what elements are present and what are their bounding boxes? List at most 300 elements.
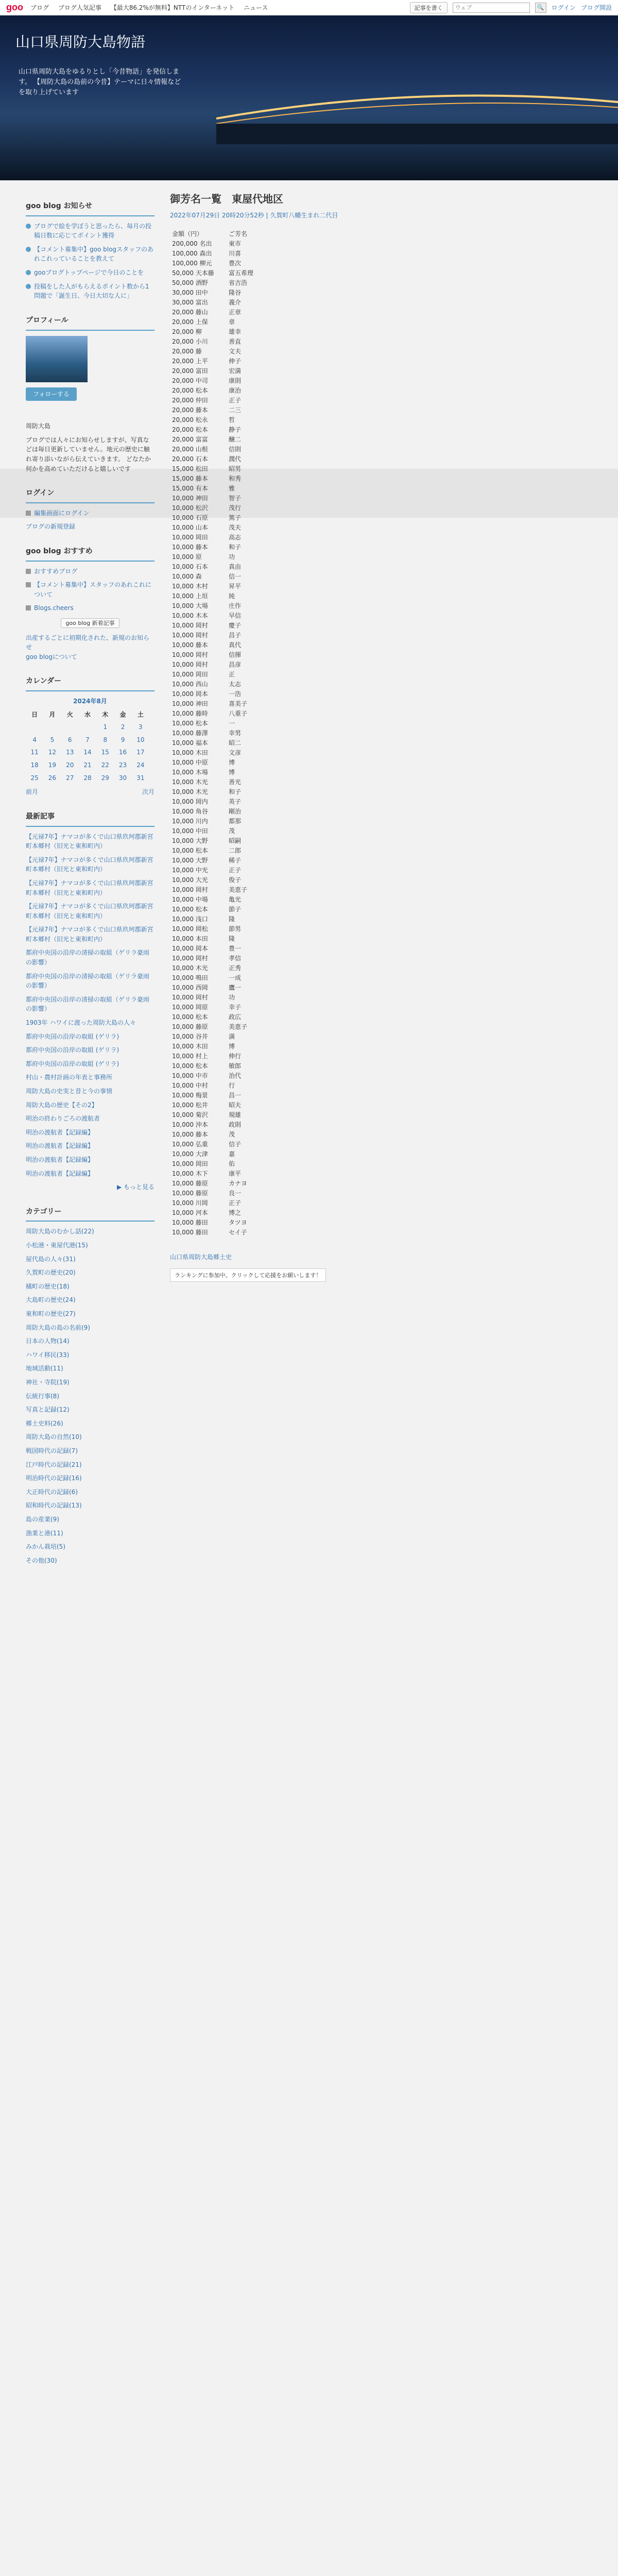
topnav-ad[interactable]: 【最大86.2%が無料】NTTのインターネット xyxy=(110,4,235,11)
table-row xyxy=(170,894,355,904)
amount-cell: 50,000 酒野 xyxy=(172,279,208,286)
category-item[interactable]: 周防大島のむかし話(22) xyxy=(26,1228,94,1235)
name-cell: 治代 xyxy=(229,1072,242,1079)
calendar-day[interactable]: 2 xyxy=(121,723,125,731)
name-cell: 豊一 xyxy=(229,945,242,952)
table-row xyxy=(170,248,355,258)
name-cell: 正秀 xyxy=(229,964,242,972)
calendar-day[interactable]: 15 xyxy=(101,749,109,756)
calendar-day[interactable]: 25 xyxy=(30,774,39,782)
name-cell: 豊次 xyxy=(229,260,242,267)
amount-cell: 200,000 名出 xyxy=(172,240,212,247)
amount-cell: 10,000 藤本 xyxy=(172,1131,208,1138)
calendar-day[interactable]: 5 xyxy=(50,736,55,743)
table-row xyxy=(170,425,355,434)
table-row xyxy=(170,464,355,473)
recent-item[interactable]: 【元禄7年】ナマコが多くで山口県玖珂郡新宮町本郷村（旧光と東和町内） xyxy=(26,903,153,920)
category-item[interactable]: 地域活動(11) xyxy=(26,1365,63,1372)
profile-text: ブログでは人々にお知らせしますが、写真などは毎日更新していません。地元の歴史に触れ寄り添いながら伝えていきます。 どなたか何かを高めていただけると嬉しいです xyxy=(26,436,151,472)
amount-cell: 10,000 鳴田 xyxy=(172,974,208,981)
amount-cell: 10,000 岡村 xyxy=(172,955,208,962)
bullet-icon xyxy=(26,247,31,252)
calendar-day-header: 月 xyxy=(49,710,56,718)
name-cell: 功 xyxy=(229,994,235,1001)
table-row xyxy=(170,1051,355,1061)
amount-cell: 10,000 木光 xyxy=(172,964,208,972)
calendar-day[interactable]: 19 xyxy=(48,761,57,769)
table-row xyxy=(170,346,355,356)
name-cell: 慶子 xyxy=(229,622,242,629)
calendar-day[interactable]: 1 xyxy=(103,723,108,731)
amount-cell: 10,000 大野 xyxy=(172,837,208,844)
calendar-day[interactable]: 4 xyxy=(32,736,37,743)
amount-cell: 10,000 松井 xyxy=(172,1101,208,1109)
calendar-day[interactable]: 9 xyxy=(121,736,125,743)
category-item[interactable]: 昭和時代の記録(13) xyxy=(26,1502,82,1510)
ranking-label[interactable]: ランキングに参加中。クリックして応援をお願いします！ xyxy=(170,1268,326,1282)
calendar-day[interactable]: 28 xyxy=(83,774,92,782)
table-row xyxy=(170,777,355,787)
name-cell: 茂夫 xyxy=(229,524,242,531)
name-cell: 康則 xyxy=(229,377,242,384)
category-item[interactable]: 小松港・東屋代港(15) xyxy=(26,1242,88,1249)
post-footer[interactable]: 山口県周防大島郷土史 xyxy=(170,1253,232,1261)
table-row xyxy=(170,1120,355,1129)
table-row xyxy=(170,503,355,513)
category-item[interactable]: 東和町の歴史(27) xyxy=(26,1310,76,1317)
category-list xyxy=(26,1227,154,1565)
category-item[interactable]: 写真と記録(12) xyxy=(26,1406,70,1414)
bridge-photo xyxy=(216,72,618,144)
calendar-day[interactable]: 6 xyxy=(67,736,72,743)
calendar-day[interactable]: 20 xyxy=(66,761,74,769)
calendar-day[interactable]: 7 xyxy=(85,736,90,743)
amount-cell: 10,000 川内 xyxy=(172,818,208,825)
recent-item[interactable]: 都府中央国の沿岸の清掃の取組（ゲリラ豪雨の影響） xyxy=(26,972,150,990)
calendar-week xyxy=(26,721,149,734)
calendar-day[interactable]: 29 xyxy=(101,774,109,782)
bullet-icon xyxy=(26,270,31,275)
blog-description: 山口県周防大島をゆるりとし「今昔物語」を発信します。 【周防大島の島前の今昔】テーマに日々情報などを取り上げています xyxy=(19,68,181,97)
calendar-day xyxy=(26,721,43,734)
amount-cell: 10,000 石原 xyxy=(172,514,208,521)
name-cell: 一成 xyxy=(229,974,242,981)
goo-logo[interactable]: goo xyxy=(6,2,23,12)
name-cell: 和子 xyxy=(229,544,242,551)
calendar-day[interactable]: 8 xyxy=(103,736,108,743)
calendar-day[interactable]: 17 xyxy=(136,749,145,756)
table-row xyxy=(170,297,355,307)
recent-item[interactable]: 周防大島の歴史【その2】 xyxy=(26,1101,98,1109)
amount-cell: 10,000 神田 xyxy=(172,495,208,502)
amount-cell: 15,000 松田 xyxy=(172,465,208,472)
calendar-day[interactable]: 14 xyxy=(83,749,92,756)
recent-widget xyxy=(26,811,154,1192)
amount-cell: 20,000 石本 xyxy=(172,455,208,463)
amount-cell: 10,000 山本 xyxy=(172,524,208,531)
amount-cell: 10,000 中場 xyxy=(172,896,208,903)
amount-cell: 30,000 田中 xyxy=(172,289,208,296)
amount-cell: 15,000 有本 xyxy=(172,485,208,492)
amount-cell: 10,000 原 xyxy=(172,553,202,561)
blog-title[interactable]: 山口県周防大島物語 xyxy=(15,33,146,50)
table-row xyxy=(170,601,355,611)
table-row xyxy=(170,718,355,728)
amount-cell: 10,000 岡本 xyxy=(172,690,208,698)
calendar-day[interactable]: 13 xyxy=(66,749,74,756)
amount-cell: 10,000 木田 xyxy=(172,1043,208,1050)
calendar-day-header: 火 xyxy=(66,710,73,718)
calendar-day xyxy=(61,721,79,734)
name-cell: 佑 xyxy=(229,1160,235,1167)
category-item[interactable]: 久賀町の歴史(20) xyxy=(26,1269,76,1277)
profile-image[interactable] xyxy=(26,336,88,382)
amount-cell: 10,000 松本 xyxy=(172,847,208,854)
category-item[interactable]: 大正時代の記録(6) xyxy=(26,1488,78,1496)
amount-cell: 20,000 上平 xyxy=(172,358,208,365)
info-item[interactable]: 投稿をした人がもらえるポイント数から1問題で「誕生日、今日大切な人に」 xyxy=(26,282,154,301)
category-item[interactable]: 江戸時代の記録(21) xyxy=(26,1461,82,1468)
calendar-day[interactable]: 12 xyxy=(48,749,57,756)
name-cell: 醸二 xyxy=(229,436,242,443)
amount-cell: 10,000 中光 xyxy=(172,867,208,874)
calendar-day[interactable]: 21 xyxy=(83,761,92,769)
table-row xyxy=(170,982,355,992)
name-cell: 鷹一 xyxy=(229,984,242,991)
name-cell: 孝信 xyxy=(229,955,242,962)
table-row xyxy=(170,376,355,385)
name-cell: 昭男 xyxy=(229,465,242,472)
register-link[interactable]: ブログ開設 xyxy=(580,4,612,11)
table-row xyxy=(170,542,355,552)
name-cell: 静子 xyxy=(229,426,242,433)
category-item[interactable]: その他(30) xyxy=(26,1556,57,1564)
amount-cell: 20,000 松本 xyxy=(172,387,208,394)
calendar-day[interactable]: 23 xyxy=(118,761,127,769)
amount-cell: 10,000 上垣 xyxy=(172,592,208,600)
info-item[interactable]: gooブログトップページで今日のことを xyxy=(26,268,154,278)
category-item[interactable]: 周防大島の自然(10) xyxy=(26,1433,82,1441)
name-cell: 昭二 xyxy=(229,739,242,747)
blog-header xyxy=(0,15,618,180)
info-item[interactable]: ブログで絵を学ぼうと思ったら、毎月の投稿日数に応じてポイント獲得 xyxy=(26,222,154,241)
sidebar xyxy=(26,201,154,1580)
calendar-next[interactable]: 次月 xyxy=(142,788,154,796)
table-row xyxy=(170,1178,355,1188)
table-row xyxy=(170,366,355,376)
name-cell: 早信 xyxy=(229,612,242,619)
name-cell: 正 xyxy=(229,671,235,678)
amount-cell: 10,000 木光 xyxy=(172,788,208,795)
recent-item[interactable]: 都府中央国の沿岸の清掃の取組（ゲリラ豪雨の影響） xyxy=(26,949,150,967)
table-row xyxy=(170,385,355,395)
name-cell: 隆 xyxy=(229,935,235,942)
post-title[interactable]: 御芳名一覧 東屋代地区 xyxy=(170,193,283,205)
category-item[interactable]: 島の産業(9) xyxy=(26,1515,59,1523)
table-row xyxy=(170,1031,355,1041)
recent-item[interactable]: 【元禄7年】ナマコが多くで山口県玖珂郡新宮町本郷村（旧光と東和町内） xyxy=(26,926,153,943)
table-row xyxy=(170,934,355,943)
calendar-day[interactable]: 30 xyxy=(118,774,127,782)
table-row xyxy=(170,796,355,806)
name-cell: 真由 xyxy=(229,563,242,570)
login-link[interactable]: ログイン xyxy=(551,4,576,11)
amount-cell: 10,000 岡本 xyxy=(172,945,208,952)
category-item[interactable]: 戦国時代の記録(7) xyxy=(26,1447,78,1454)
recent-item[interactable]: 都府中央国の沿岸の取組 (ゲリラ) xyxy=(26,1032,119,1040)
amount-cell: 30,000 富出 xyxy=(172,299,208,306)
table-row xyxy=(170,767,355,777)
amount-cell: 20,000 藤 xyxy=(172,348,202,355)
amount-cell: 10,000 角谷 xyxy=(172,808,208,815)
amount-cell: 20,000 松本 xyxy=(172,426,208,433)
name-cell: 文彦 xyxy=(229,749,242,756)
name-cell: 敏郎 xyxy=(229,1062,242,1070)
amount-cell: 100,000 森出 xyxy=(172,250,212,257)
amount-cell: 10,000 神田 xyxy=(172,700,208,707)
topnav-blog[interactable]: ブログ xyxy=(30,4,49,11)
table-row xyxy=(170,914,355,924)
calendar-table xyxy=(26,708,149,785)
table-row xyxy=(170,924,355,934)
name-cell: 八重子 xyxy=(229,710,248,717)
calendar-prev[interactable]: 前月 xyxy=(26,788,39,796)
category-item[interactable]: ハワイ移民(33) xyxy=(26,1351,70,1359)
topnav-news[interactable]: ニュース xyxy=(243,4,268,11)
calendar-week xyxy=(26,772,149,785)
recent-item[interactable]: 周防大島の史実と昔と今の事情 xyxy=(26,1088,113,1095)
ranking-banner xyxy=(170,1268,592,1282)
name-cell: 省吉浩 xyxy=(229,279,248,286)
recent-item[interactable]: 1903年 ハワイに渡った周防大島の人々 xyxy=(26,1019,136,1027)
name-cell: 茂行 xyxy=(229,504,242,512)
amount-cell: 10,000 大野 xyxy=(172,857,208,864)
category-item[interactable]: 神社・寺院(19) xyxy=(26,1378,70,1386)
table-row xyxy=(170,405,355,415)
calendar-day-header: 木 xyxy=(102,710,109,718)
table-row xyxy=(170,581,355,591)
amount-cell: 10,000 川岡 xyxy=(172,1199,208,1207)
amount-cell: 10,000 沖本 xyxy=(172,1121,208,1128)
amount-cell: 10,000 藤田 xyxy=(172,1229,208,1236)
recent-item[interactable]: 都府中央国の沿岸の取組 (ゲリラ) xyxy=(26,1060,119,1067)
table-row xyxy=(170,630,355,640)
table-row xyxy=(170,1071,355,1080)
login-item[interactable]: ブログの新規登録 xyxy=(26,523,76,531)
recommend-item[interactable]: Blogs.cheers xyxy=(26,603,154,613)
category-item[interactable]: 屋代島の人々(31) xyxy=(26,1255,76,1263)
info-title: goo blog お知らせ xyxy=(26,201,154,216)
follow-button[interactable]: フォローする xyxy=(26,387,77,401)
name-cell: タツヨ xyxy=(229,1219,247,1226)
recommend-sub[interactable]: 出産するごとに初期化された、新規のお知らせ xyxy=(26,634,150,651)
name-cell: 規雄 xyxy=(229,1111,242,1118)
name-cell: 都那 xyxy=(229,818,242,825)
amount-cell: 10,000 木田 xyxy=(172,749,208,756)
calendar-day xyxy=(79,721,96,734)
name-cell: 二郎 xyxy=(229,847,242,854)
table-row xyxy=(170,748,355,757)
recent-item[interactable]: 【元禄7年】ナマコが多くで山口県玖珂郡新宮町本郷村（旧光と東和町内） xyxy=(26,856,153,873)
name-cell: 亀光 xyxy=(229,896,242,903)
table-row xyxy=(170,963,355,973)
amount-cell: 10,000 中原 xyxy=(172,759,208,766)
category-item[interactable]: 大島町の歴史(24) xyxy=(26,1296,76,1304)
search-button[interactable]: 🔍 xyxy=(535,3,546,13)
calendar-title: カレンダー xyxy=(26,676,154,691)
name-cell: 俊子 xyxy=(229,876,242,884)
recommend-title: goo blog おすすめ xyxy=(26,546,154,562)
amount-cell: 20,000 小川 xyxy=(172,338,208,345)
table-row xyxy=(170,855,355,865)
recommend-sub[interactable]: goo blogについて xyxy=(26,653,77,660)
category-item[interactable]: 周防大島の島の名前(9) xyxy=(26,1324,90,1331)
recommend-item[interactable]: おすすめブログ xyxy=(26,567,154,577)
table-row xyxy=(170,1149,355,1159)
table-header: ご芳名 xyxy=(229,230,248,238)
table-row xyxy=(170,953,355,963)
calendar-day[interactable]: 10 xyxy=(136,736,145,743)
topnav-popular[interactable]: ブログ人気記事 xyxy=(58,4,101,11)
table-row xyxy=(170,699,355,708)
table-row xyxy=(170,327,355,336)
calendar-day-header: 金 xyxy=(119,710,126,718)
category-item[interactable]: 伝統行事(8) xyxy=(26,1392,59,1400)
name-cell: 昭嗣 xyxy=(229,837,242,844)
amount-cell: 10,000 岡村 xyxy=(172,886,208,893)
profile-title: プロフィール xyxy=(26,315,154,331)
category-title: カテゴリー xyxy=(26,1207,154,1222)
table-row xyxy=(170,493,355,503)
table-row xyxy=(170,454,355,464)
name-cell: セイ子 xyxy=(229,1229,247,1236)
recent-item[interactable]: 明治の渡航者【記録編】 xyxy=(26,1128,94,1136)
recent-more-link[interactable]: ▶ もっと見る xyxy=(116,1183,154,1191)
table-row xyxy=(170,659,355,669)
amount-cell: 10,000 本田 xyxy=(172,935,208,942)
amount-cell: 10,000 松沢 xyxy=(172,504,208,512)
name-cell: 東市 xyxy=(229,240,242,247)
table-row xyxy=(170,552,355,562)
calendar-day[interactable]: 16 xyxy=(118,749,127,756)
login-item[interactable]: 編集画面にログイン xyxy=(26,509,154,518)
category-item[interactable]: 漁業と港(11) xyxy=(26,1529,63,1537)
calendar-day[interactable]: 11 xyxy=(30,749,39,756)
recommend-widget xyxy=(26,546,154,662)
amount-cell: 20,000 中司 xyxy=(172,377,208,384)
amount-cell: 100,000 柳元 xyxy=(172,260,212,267)
info-item[interactable]: 【コメント募集中】goo blogスタッフのあれこれっていることを教えて xyxy=(26,245,154,264)
name-cell: 富五希理 xyxy=(229,269,254,277)
category-item[interactable]: 日本の人物(14) xyxy=(26,1337,70,1345)
recent-item[interactable]: 【元禄7年】ナマコが多くで山口県玖珂郡新宮町本郷村（旧光と東和町内） xyxy=(26,879,153,896)
calendar-day[interactable]: 27 xyxy=(66,774,74,782)
table-row xyxy=(170,434,355,444)
recent-item[interactable]: 明治の終わりごろの渡航者 xyxy=(26,1115,100,1123)
category-item[interactable]: 郷土史料(26) xyxy=(26,1419,63,1427)
name-cell: 功 xyxy=(229,553,235,561)
pencil-icon xyxy=(26,511,31,516)
table-row xyxy=(170,336,355,346)
write-article-button[interactable]: 記事を書く xyxy=(410,2,448,13)
calendar-week xyxy=(26,746,149,759)
donation-table xyxy=(170,229,355,1237)
new-articles-badge[interactable]: goo blog 新着記事 xyxy=(61,618,119,628)
amount-cell: 10,000 木場 xyxy=(172,769,208,776)
table-row xyxy=(170,1208,355,1217)
recent-item[interactable]: 村山・農村計画の年表と事務所 xyxy=(26,1074,113,1081)
search-input[interactable] xyxy=(453,3,530,13)
calendar-day[interactable]: 31 xyxy=(136,774,145,782)
amount-cell: 10,000 藤原 xyxy=(172,1190,208,1197)
table-row xyxy=(170,317,355,327)
name-cell: 善直 xyxy=(229,338,242,345)
amount-cell: 10,000 岡内 xyxy=(172,798,208,805)
calendar-day[interactable]: 24 xyxy=(136,761,145,769)
recent-item[interactable]: 明治の渡航者【記録編】 xyxy=(26,1170,94,1177)
amount-cell: 10,000 河本 xyxy=(172,1209,208,1216)
top-right xyxy=(410,2,612,13)
table-row xyxy=(170,689,355,699)
amount-cell: 10,000 岡村 xyxy=(172,994,208,1001)
name-cell: 純 xyxy=(229,592,235,600)
table-row xyxy=(170,591,355,601)
calendar-day xyxy=(43,721,61,734)
table-row xyxy=(170,640,355,650)
recent-item[interactable]: 明治の渡航者【記録編】 xyxy=(26,1156,94,1163)
top-nav xyxy=(30,3,275,12)
name-cell: 章 xyxy=(229,318,235,326)
category-item[interactable]: 橘町の歴史(18) xyxy=(26,1282,70,1290)
name-cell: 雄幸 xyxy=(229,328,242,335)
amount-cell: 10,000 木村 xyxy=(172,583,208,590)
amount-cell: 10,000 岡松 xyxy=(172,925,208,933)
recent-item[interactable]: 都府中央国の沿岸の清掃の取組（ゲリラ豪雨の影響） xyxy=(26,995,150,1013)
amount-cell: 10,000 木光 xyxy=(172,778,208,786)
calendar-day[interactable]: 22 xyxy=(101,761,109,769)
table-row xyxy=(170,513,355,522)
bullet-icon xyxy=(26,284,31,289)
name-cell: 茂 xyxy=(229,827,235,835)
blog-icon xyxy=(26,569,31,574)
category-widget xyxy=(26,1207,154,1566)
calendar-day[interactable]: 26 xyxy=(48,774,57,782)
recent-item[interactable]: 明治の渡航者【記録編】 xyxy=(26,1142,94,1150)
recommend-item[interactable]: 【コメント募集中】スタッフのあれこれについて xyxy=(26,580,154,599)
table-row xyxy=(170,268,355,278)
name-cell: 康治 xyxy=(229,387,242,394)
amount-cell: 10,000 藤田 xyxy=(172,1219,208,1226)
name-cell: 正子 xyxy=(229,397,242,404)
calendar-day[interactable]: 18 xyxy=(30,761,39,769)
recent-item[interactable]: 【元禄7年】ナマコが多くで山口県玖珂郡新宮町本郷村（旧光と東和町内） xyxy=(26,833,153,850)
category-item[interactable]: みかん栽培(5) xyxy=(26,1543,65,1551)
name-cell: 昭夫 xyxy=(229,1101,242,1109)
amount-cell: 15,000 藤本 xyxy=(172,475,208,482)
name-cell: 哲 xyxy=(229,416,235,423)
recent-item[interactable]: 都府中央国の沿岸の取組 (ゲリラ) xyxy=(26,1046,119,1054)
name-cell: 信一 xyxy=(229,573,242,580)
table-row xyxy=(170,973,355,982)
calendar-day[interactable]: 3 xyxy=(139,723,143,731)
amount-cell: 10,000 松本 xyxy=(172,906,208,913)
calendar-week xyxy=(26,734,149,747)
name-cell: 博之 xyxy=(229,1209,242,1216)
category-item[interactable]: 明治時代の記録(16) xyxy=(26,1475,82,1482)
name-cell: 隆谷 xyxy=(229,289,242,296)
table-row xyxy=(170,1110,355,1120)
table-row xyxy=(170,532,355,542)
